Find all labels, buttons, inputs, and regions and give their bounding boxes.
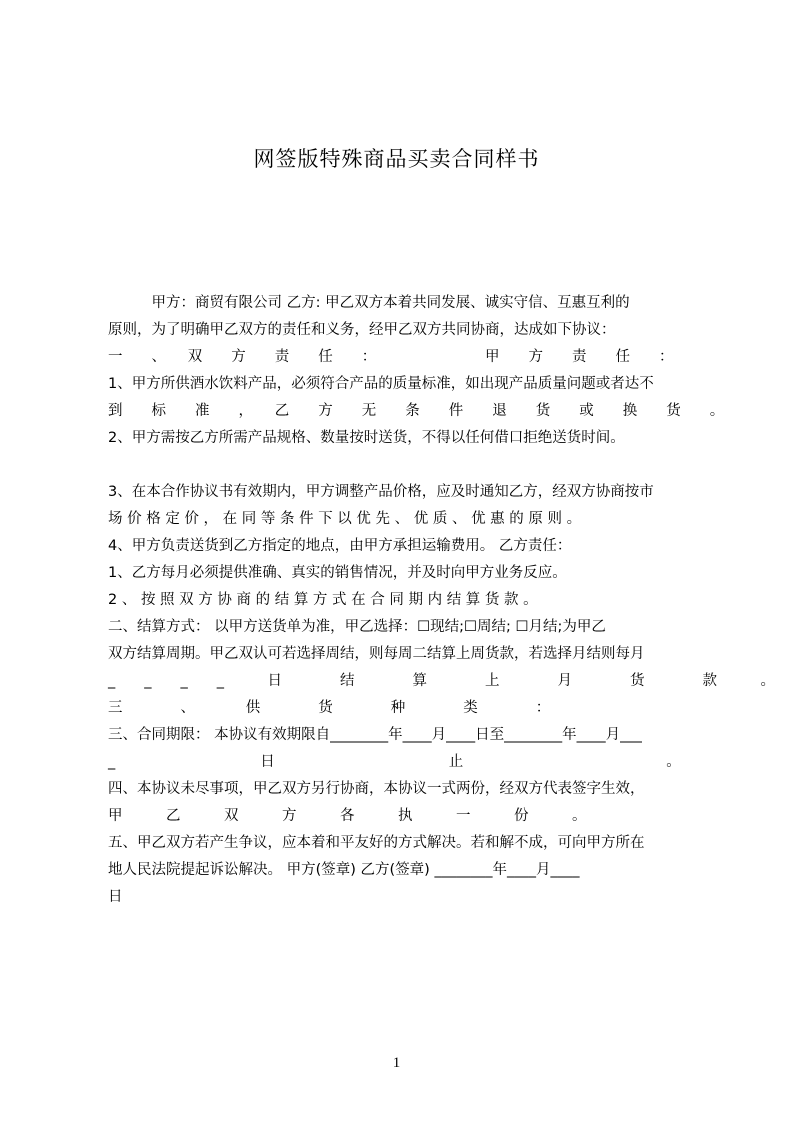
section-heading-supply-types: 三 、 供 货 种 类 ： xyxy=(108,700,551,716)
paragraph-line: 场 价 格 定 价 ， 在 同 等 条 件 下 以 优 先 、 优 质 、 优 惠 的 原 则 。 xyxy=(108,511,582,527)
paragraph-line: 原则，为了明确甲乙双方的责任和义务，经甲乙双方共同协商，达成如下协议： xyxy=(108,322,616,338)
paragraph-line: 3、在本合作协议书有效期内，甲方调整产品价格，应及时通知乙方，经双方协商按市 xyxy=(108,484,654,500)
contract-body xyxy=(108,290,775,911)
paragraph-line: 双方结算周期。甲乙双认可若选择周结，则每周二结算上周货款，若选择月结则每月 xyxy=(108,646,645,662)
paragraph-line: 甲方：商贸有限公司 乙方: 甲乙双方本着共同发展、诚实守信、互惠互利的 xyxy=(108,295,630,311)
paragraph-line: 2、甲方需按乙方所需产品规格、数量按时送货，不得以任何借口拒绝送货时间。 xyxy=(108,430,625,446)
paragraph-line: 1、甲方所供酒水饮料产品，必须符合产品的质量标准，如出现产品质量问题或者达不 xyxy=(108,376,654,392)
date-line: 日 xyxy=(108,889,123,905)
section-heading-settlement: 二、结算方式： 以甲方送货单为准，甲乙选择：☐现结;☐周结; ☐月结;为甲乙 xyxy=(108,619,606,635)
paragraph-line: 4、甲方负责送货到乙方指定的地点，由甲方承担运输费用。 乙方责任： xyxy=(108,538,572,554)
paragraph-line: 到 标 准 ， 乙 方 无 条 件 退 货 或 换 货 。 xyxy=(108,403,725,419)
paragraph-line: 1、乙方每月必须提供准确、真实的销售情况，并及时向甲方业务反应。 xyxy=(108,565,567,581)
section-heading-duties: 一 、 双 方 责 任 ： 甲 方 责 任 ： xyxy=(108,349,674,365)
section-heading-disputes: 五、甲乙双方若产生争议，应本着和平友好的方式解决。若和解不成，可向甲方所在 xyxy=(108,835,645,851)
contract-title: 网签版特殊商品买卖合同样书 xyxy=(253,147,540,171)
paragraph-line: 2 、 按 照 双 方 协 商 的 结 算 方 式 在 合 同 期 内 结 算 货 款 。 xyxy=(108,592,538,608)
paragraph-line: 甲 乙 双 方 各 执 一 份 。 xyxy=(108,808,587,824)
signature-line: 地人民法院提起诉讼解决。 甲方(签章) 乙方(签章) ________年____月____ xyxy=(108,862,580,878)
section-heading-other-matters: 四、本协议未尽事项，甲乙双方另行协商，本协议一式两份，经双方代表签字生效， xyxy=(108,781,645,797)
paragraph-line: _ _ _ _ 日 结 算 上 月 货 款 。 xyxy=(108,673,775,689)
blank-line xyxy=(108,452,698,479)
section-heading-term: 三、合同期限： 本协议有效期限自________年____月____日至________年____月___ xyxy=(108,727,642,743)
paragraph-line: _ 日 止 。 xyxy=(108,754,681,770)
page-number: 1 xyxy=(392,1055,401,1071)
